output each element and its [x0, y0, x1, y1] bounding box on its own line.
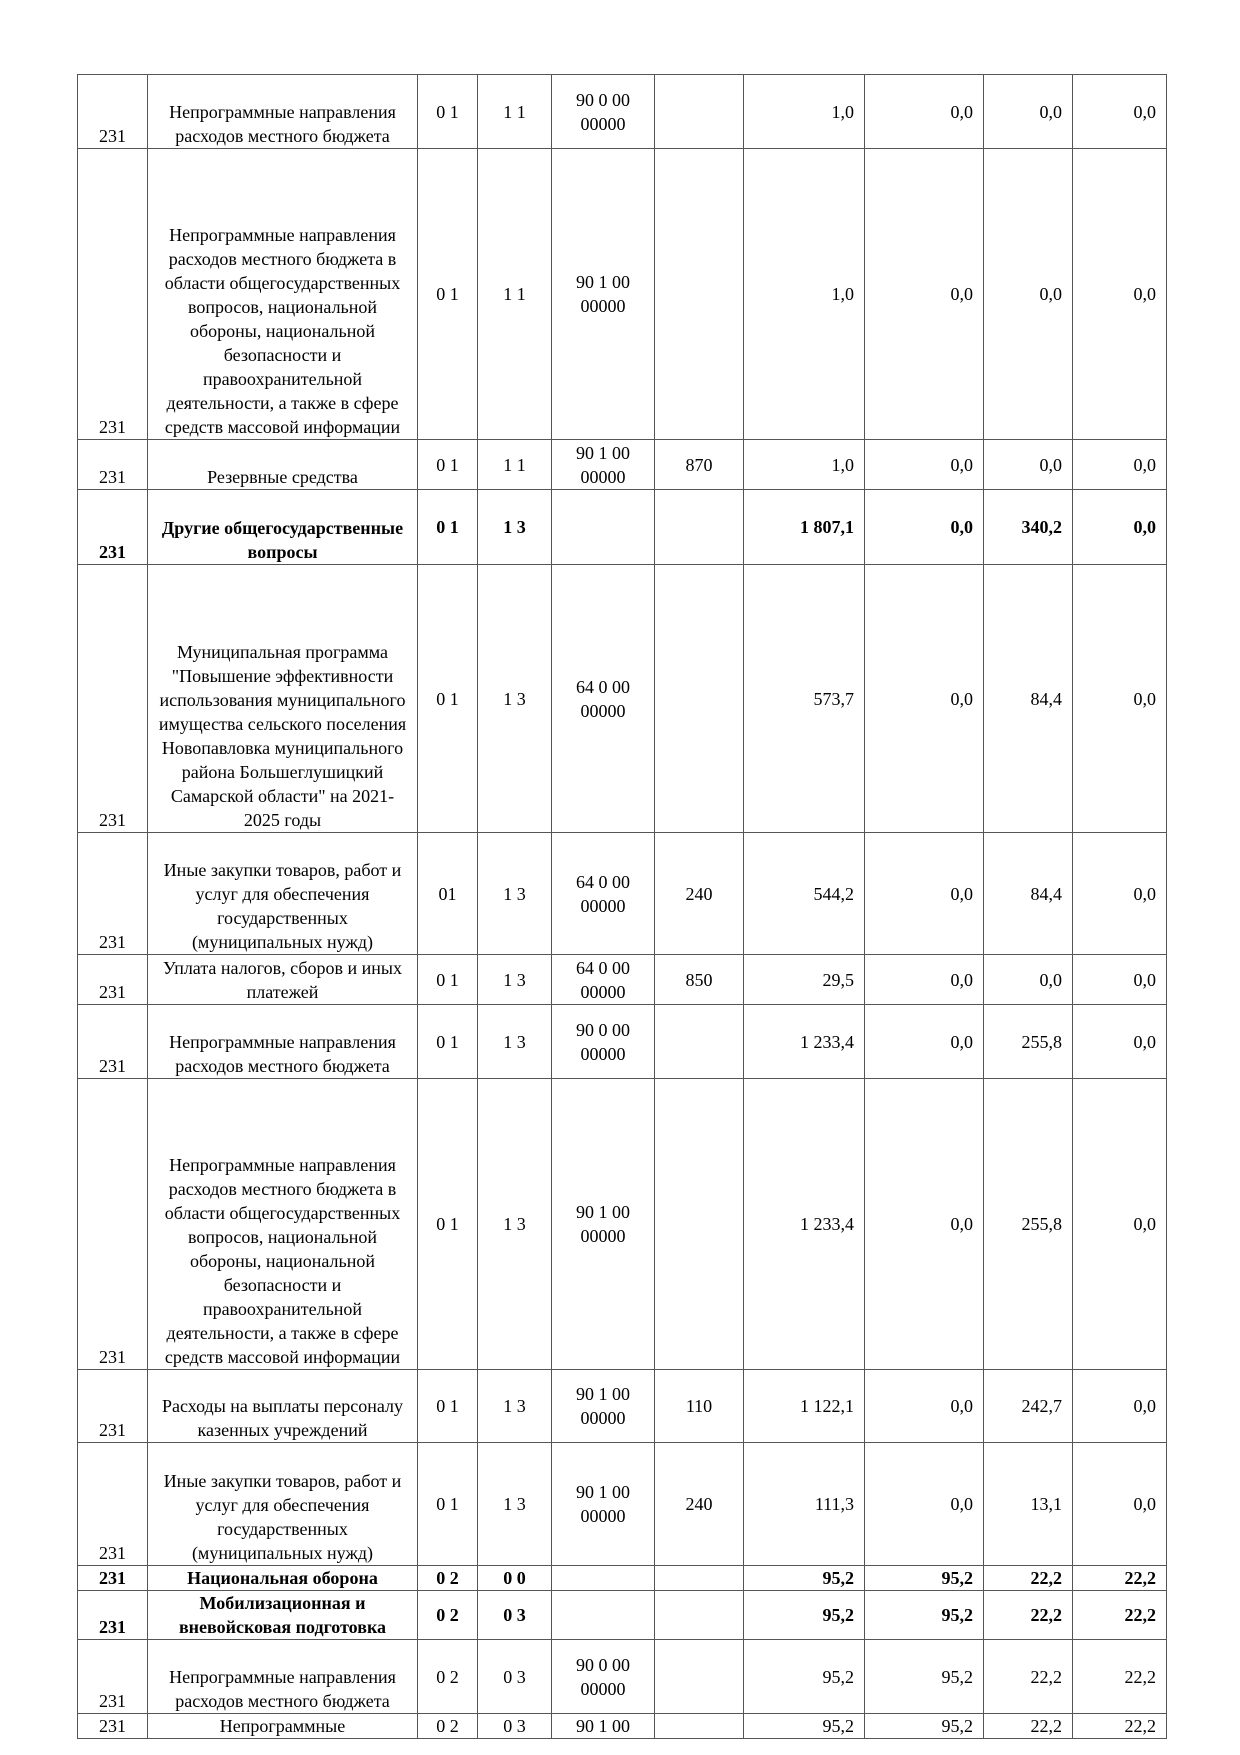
- amount-cell-1: 544,2: [744, 833, 865, 955]
- amount-cell-2: 95,2: [865, 1591, 984, 1640]
- table-body: [78, 75, 1167, 1739]
- amount-cell-4: 0,0: [1073, 833, 1167, 955]
- target-article-cell: [552, 1591, 655, 1640]
- grbs-code-cell: 231: [78, 440, 148, 490]
- table-row: [78, 1079, 1167, 1370]
- amount-cell-3: 13,1: [984, 1443, 1073, 1566]
- amount-cell-2: 0,0: [865, 1005, 984, 1079]
- amount-cell-3: 84,4: [984, 565, 1073, 833]
- expense-type-cell: [655, 149, 744, 440]
- grbs-code-cell: 231: [78, 565, 148, 833]
- table-row: [78, 1591, 1167, 1640]
- table-row: [78, 565, 1167, 833]
- amount-cell-4: 22,2: [1073, 1566, 1167, 1591]
- amount-cell-4: 0,0: [1073, 1370, 1167, 1443]
- table-row: [78, 1640, 1167, 1714]
- amount-cell-1: 29,5: [744, 955, 865, 1005]
- amount-cell-3: 0,0: [984, 440, 1073, 490]
- budget-table: [77, 74, 1167, 1739]
- grbs-code-cell: 231: [78, 149, 148, 440]
- expense-name-cell: Непрограммные направления расходов местного бюджета в области общегосударственных вопросов, национальной обороны, национальной безопасности и правоохранительной деятельности, а также в сфере средств массовой информации: [148, 1079, 418, 1370]
- amount-cell-3: 242,7: [984, 1370, 1073, 1443]
- expense-name-cell: Уплата налогов, сборов и иных платежей: [148, 955, 418, 1005]
- target-article-cell: 90 1 00: [552, 1714, 655, 1739]
- amount-cell-2: 0,0: [865, 75, 984, 149]
- amount-cell-1: 1,0: [744, 440, 865, 490]
- section-code-cell: 0 1: [418, 1443, 478, 1566]
- expense-name-cell: Другие общегосударственные вопросы: [148, 490, 418, 565]
- table-row: [78, 490, 1167, 565]
- subsection-code-cell: 0 3: [478, 1714, 552, 1739]
- target-article-cell: 90 0 00 00000: [552, 1005, 655, 1079]
- amount-cell-4: 0,0: [1073, 440, 1167, 490]
- expense-type-cell: [655, 1591, 744, 1640]
- subsection-code-cell: 1 1: [478, 75, 552, 149]
- target-article-cell: [552, 490, 655, 565]
- target-article-cell: 90 0 00 00000: [552, 1640, 655, 1714]
- section-code-cell: 0 1: [418, 1370, 478, 1443]
- expense-type-cell: 870: [655, 440, 744, 490]
- subsection-code-cell: 1 1: [478, 149, 552, 440]
- target-article-cell: 64 0 00 00000: [552, 833, 655, 955]
- target-article-cell: 90 1 00 00000: [552, 440, 655, 490]
- amount-cell-1: 95,2: [744, 1714, 865, 1739]
- subsection-code-cell: 1 3: [478, 1443, 552, 1566]
- amount-cell-1: 1,0: [744, 149, 865, 440]
- amount-cell-3: 0,0: [984, 955, 1073, 1005]
- target-article-cell: [552, 1566, 655, 1591]
- amount-cell-4: 0,0: [1073, 1443, 1167, 1566]
- section-code-cell: 0 1: [418, 565, 478, 833]
- expense-type-cell: 240: [655, 1443, 744, 1566]
- expense-type-cell: [655, 1079, 744, 1370]
- table-row: [78, 1005, 1167, 1079]
- amount-cell-4: 0,0: [1073, 955, 1167, 1005]
- section-code-cell: 0 1: [418, 490, 478, 565]
- expense-name-cell: Национальная оборона: [148, 1566, 418, 1591]
- table-row: [78, 1370, 1167, 1443]
- subsection-code-cell: 1 3: [478, 1079, 552, 1370]
- grbs-code-cell: 231: [78, 1370, 148, 1443]
- expense-type-cell: [655, 75, 744, 149]
- target-article-cell: 90 1 00 00000: [552, 1443, 655, 1566]
- amount-cell-1: 1,0: [744, 75, 865, 149]
- section-code-cell: 01: [418, 833, 478, 955]
- amount-cell-1: 1 122,1: [744, 1370, 865, 1443]
- amount-cell-1: 111,3: [744, 1443, 865, 1566]
- subsection-code-cell: 1 3: [478, 565, 552, 833]
- section-code-cell: 0 2: [418, 1714, 478, 1739]
- amount-cell-1: 1 807,1: [744, 490, 865, 565]
- amount-cell-3: 22,2: [984, 1714, 1073, 1739]
- section-code-cell: 0 1: [418, 1079, 478, 1370]
- section-code-cell: 0 2: [418, 1640, 478, 1714]
- amount-cell-1: 95,2: [744, 1640, 865, 1714]
- grbs-code-cell: 231: [78, 1591, 148, 1640]
- grbs-code-cell: 231: [78, 1005, 148, 1079]
- expense-type-cell: [655, 1005, 744, 1079]
- target-article-cell: 90 1 00 00000: [552, 149, 655, 440]
- amount-cell-4: 0,0: [1073, 1079, 1167, 1370]
- expense-name-cell: Резервные средства: [148, 440, 418, 490]
- expense-name-cell: Непрограммные направления расходов местного бюджета в области общегосударственных вопросов, национальной обороны, национальной безопасности и правоохранительной деятельности, а также в сфере средств массовой информации: [148, 149, 418, 440]
- amount-cell-3: 22,2: [984, 1591, 1073, 1640]
- section-code-cell: 0 2: [418, 1591, 478, 1640]
- expense-type-cell: [655, 490, 744, 565]
- amount-cell-1: 573,7: [744, 565, 865, 833]
- amount-cell-4: 22,2: [1073, 1640, 1167, 1714]
- amount-cell-3: 0,0: [984, 75, 1073, 149]
- expense-name-cell: Расходы на выплаты персоналу казенных учреждений: [148, 1370, 418, 1443]
- grbs-code-cell: 231: [78, 1640, 148, 1714]
- grbs-code-cell: 231: [78, 1714, 148, 1739]
- amount-cell-2: 95,2: [865, 1640, 984, 1714]
- target-article-cell: 64 0 00 00000: [552, 955, 655, 1005]
- expense-name-cell: Непрограммные направления расходов местного бюджета: [148, 75, 418, 149]
- amount-cell-1: 95,2: [744, 1591, 865, 1640]
- amount-cell-4: 0,0: [1073, 149, 1167, 440]
- amount-cell-2: 0,0: [865, 440, 984, 490]
- target-article-cell: 90 1 00 00000: [552, 1079, 655, 1370]
- table-row: [78, 1566, 1167, 1591]
- expense-type-cell: 240: [655, 833, 744, 955]
- amount-cell-4: 0,0: [1073, 490, 1167, 565]
- target-article-cell: 90 1 00 00000: [552, 1370, 655, 1443]
- target-article-cell: 64 0 00 00000: [552, 565, 655, 833]
- amount-cell-3: 255,8: [984, 1005, 1073, 1079]
- amount-cell-4: 0,0: [1073, 75, 1167, 149]
- expense-name-cell: Иные закупки товаров, работ и услуг для обеспечения государственных (муниципальных нужд): [148, 1443, 418, 1566]
- amount-cell-1: 1 233,4: [744, 1079, 865, 1370]
- amount-cell-4: 0,0: [1073, 1005, 1167, 1079]
- grbs-code-cell: 231: [78, 1443, 148, 1566]
- section-code-cell: 0 2: [418, 1566, 478, 1591]
- expense-name-cell: Непрограммные: [148, 1714, 418, 1739]
- amount-cell-1: 95,2: [744, 1566, 865, 1591]
- subsection-code-cell: 1 1: [478, 440, 552, 490]
- section-code-cell: 0 1: [418, 955, 478, 1005]
- table-row: [78, 833, 1167, 955]
- table-row: [78, 440, 1167, 490]
- subsection-code-cell: 1 3: [478, 1005, 552, 1079]
- table-row: [78, 955, 1167, 1005]
- table-row: [78, 1714, 1167, 1739]
- expense-type-cell: 850: [655, 955, 744, 1005]
- amount-cell-3: 22,2: [984, 1566, 1073, 1591]
- expense-name-cell: Мобилизационная и вневойсковая подготовка: [148, 1591, 418, 1640]
- subsection-code-cell: 0 3: [478, 1591, 552, 1640]
- expense-type-cell: [655, 1566, 744, 1591]
- expense-type-cell: [655, 565, 744, 833]
- table-row: [78, 149, 1167, 440]
- expense-name-cell: Иные закупки товаров, работ и услуг для обеспечения государственных (муниципальных нужд): [148, 833, 418, 955]
- expense-name-cell: Непрограммные направления расходов местного бюджета: [148, 1640, 418, 1714]
- target-article-cell: 90 0 00 00000: [552, 75, 655, 149]
- subsection-code-cell: 1 3: [478, 833, 552, 955]
- amount-cell-1: 1 233,4: [744, 1005, 865, 1079]
- grbs-code-cell: 231: [78, 833, 148, 955]
- amount-cell-4: 22,2: [1073, 1591, 1167, 1640]
- amount-cell-2: 0,0: [865, 833, 984, 955]
- amount-cell-4: 22,2: [1073, 1714, 1167, 1739]
- section-code-cell: 0 1: [418, 149, 478, 440]
- subsection-code-cell: 0 3: [478, 1640, 552, 1714]
- grbs-code-cell: 231: [78, 490, 148, 565]
- grbs-code-cell: 231: [78, 955, 148, 1005]
- expense-type-cell: 110: [655, 1370, 744, 1443]
- table-row: [78, 75, 1167, 149]
- amount-cell-2: 0,0: [865, 955, 984, 1005]
- amount-cell-2: 0,0: [865, 149, 984, 440]
- amount-cell-3: 0,0: [984, 149, 1073, 440]
- section-code-cell: 0 1: [418, 440, 478, 490]
- expense-type-cell: [655, 1714, 744, 1739]
- amount-cell-2: 95,2: [865, 1566, 984, 1591]
- amount-cell-2: 0,0: [865, 1443, 984, 1566]
- section-code-cell: 0 1: [418, 75, 478, 149]
- amount-cell-2: 95,2: [865, 1714, 984, 1739]
- subsection-code-cell: 0 0: [478, 1566, 552, 1591]
- expense-name-cell: Непрограммные направления расходов местного бюджета: [148, 1005, 418, 1079]
- amount-cell-2: 0,0: [865, 1370, 984, 1443]
- subsection-code-cell: 1 3: [478, 490, 552, 565]
- amount-cell-2: 0,0: [865, 565, 984, 833]
- expense-name-cell: Муниципальная программа "Повышение эффективности использования муниципального имущества сельского поселения Новопавловка муниципального района Большеглушицкий Самарской области" на 2021-2025 годы: [148, 565, 418, 833]
- amount-cell-3: 22,2: [984, 1640, 1073, 1714]
- section-code-cell: 0 1: [418, 1005, 478, 1079]
- grbs-code-cell: 231: [78, 1079, 148, 1370]
- table-row: [78, 1443, 1167, 1566]
- subsection-code-cell: 1 3: [478, 955, 552, 1005]
- amount-cell-3: 255,8: [984, 1079, 1073, 1370]
- amount-cell-4: 0,0: [1073, 565, 1167, 833]
- grbs-code-cell: 231: [78, 75, 148, 149]
- subsection-code-cell: 1 3: [478, 1370, 552, 1443]
- amount-cell-3: 84,4: [984, 833, 1073, 955]
- amount-cell-2: 0,0: [865, 1079, 984, 1370]
- amount-cell-2: 0,0: [865, 490, 984, 565]
- amount-cell-3: 340,2: [984, 490, 1073, 565]
- expense-type-cell: [655, 1640, 744, 1714]
- grbs-code-cell: 231: [78, 1566, 148, 1591]
